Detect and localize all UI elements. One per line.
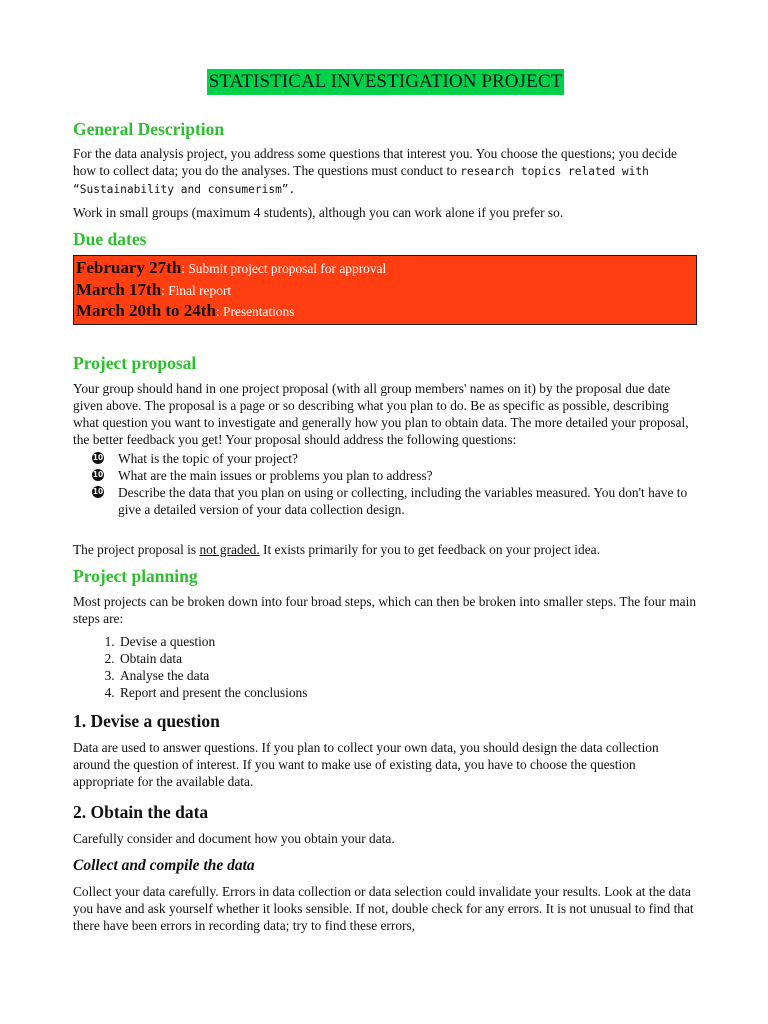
due-dates-heading: Due dates [73, 229, 147, 249]
document-page [73, 0, 698, 934]
title-wrap [73, 0, 698, 95]
list-item [92, 467, 698, 484]
obtain-data-paragraph: Carefully consider and document how you obtain your data. [73, 830, 395, 846]
numbered-circle-icon: 10 [92, 486, 104, 496]
numbered-circle-icon: 10 [92, 452, 104, 462]
general-description-text: For the data analysis project, you address some questions that interest you. You choose the questions; you decide how to collect data; you do the analyses. The questions must conduct to [73, 146, 677, 178]
project-planning-paragraph: Most projects can be broken down into four broad steps, which can then be broken into smaller steps. The four main steps are: [73, 593, 697, 626]
not-graded-text: not graded. [199, 541, 260, 557]
numbered-circle-icon: 10 [92, 469, 104, 479]
devise-question-paragraph: Data are used to answer questions. If you plan to collect your own data, you should design the data collection around the question of interest. If you want to make use of existing data, you have to choose the question appropriate for the available data. [73, 739, 659, 789]
general-description-topic: research topics related with “Sustainability and consumerism”. [73, 165, 649, 196]
general-description-heading: General Description [73, 119, 225, 139]
due-date: March 20th to 24th [76, 301, 216, 320]
group-size-paragraph: Work in small groups (maximum 4 students), although you can work alone if you prefer so. [73, 205, 564, 220]
collect-compile-heading: Collect and compile the data [73, 856, 255, 874]
due-description: : Presentations [215, 304, 295, 319]
due-description: : Submit project proposal for approval [181, 261, 387, 276]
proposal-note-text: It exists primarily for you to get feedback on your project idea. [259, 541, 600, 557]
due-date: March 17th [76, 279, 162, 299]
list-item: 4. Report and present the conclusions [118, 684, 698, 701]
proposal-questions-list [73, 450, 698, 518]
devise-question-heading: 1. Devise a question [73, 710, 220, 731]
list-item: 1. Devise a question [118, 633, 698, 650]
general-description-paragraph [73, 145, 698, 198]
project-steps-list [73, 633, 698, 701]
due-date-row [76, 280, 694, 302]
document-title: STATISTICAL INVESTIGATION PROJECT [207, 69, 565, 95]
list-item-text: Describe the data that you plan on using or collecting, including the variables measured. You don't have to give a detailed version of your data collection design. [118, 484, 688, 517]
proposal-note-text: The project proposal is [73, 541, 200, 557]
proposal-note [73, 541, 698, 558]
collect-compile-paragraph: Collect your data carefully. Errors in data collection or data selection could invalidate your results. Look at the data you have and ask yourself whether it looks sensible. If not, double check for any errors. It is not unusual to find that there have been errors in recording data; try to find these errors, [73, 883, 694, 933]
list-item: 3. Analyse the data [118, 667, 698, 684]
list-item [92, 450, 698, 467]
due-date: February 27th [76, 258, 182, 277]
due-dates-box [73, 255, 697, 325]
project-proposal-heading: Project proposal [73, 352, 197, 373]
list-item-text: What is the topic of your project? [118, 450, 298, 466]
project-planning-heading: Project planning [73, 565, 198, 586]
due-date-row [76, 258, 694, 280]
list-item [92, 484, 698, 518]
due-date-row [76, 301, 694, 323]
list-item: 2. Obtain data [118, 650, 698, 667]
list-item-text: What are the main issues or problems you plan to address? [118, 467, 433, 483]
project-proposal-paragraph: Your group should hand in one project proposal (with all group members' names on it) by the proposal due date given above. The proposal is a page or so describing what you plan to do. Be as specific as possible, describing what question you want to investigate and generally how you plan to obtain data. The more detailed your proposal, the better feedback you get! Your proposal should address the following questions: [73, 380, 689, 447]
due-description: : Final report [161, 282, 232, 298]
obtain-data-heading: 2. Obtain the data [73, 801, 209, 822]
